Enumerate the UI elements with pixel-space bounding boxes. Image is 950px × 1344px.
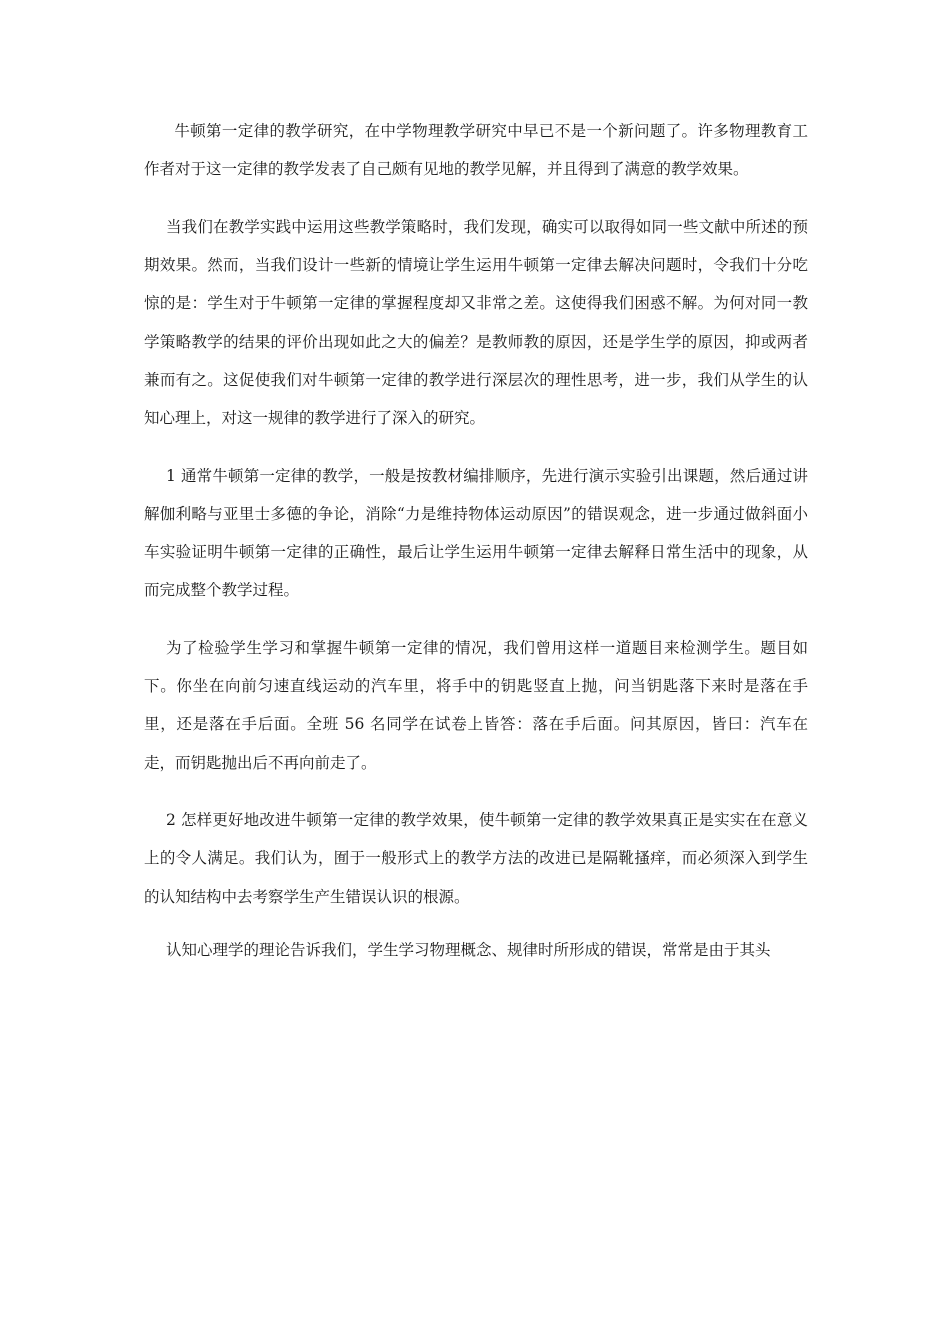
paragraph-intro: 牛顿第一定律的教学研究，在中学物理教学研究中早已不是一个新问题了。许多物理教育工作者对于这一定律的教学发表了自己颇有见地的教学见解，并且得到了满意的教学效果。 [144,122,808,179]
paragraph-section-1: 1 通常牛顿第一定律的教学，一般是按教材编排顺序，先进行演示实验引出课题，然后通过讲解伽利略与亚里士多德的争论，消除“力是维持物体运动原因”的错误观念，进一步通过做斜面小车实验证明牛顿第一定律的正确性，最后让学生运用牛顿第一定律去解释日常生活中的现象，从而完成整个教学过程。 [144,466,808,600]
paragraph-section-2: 2 怎样更好地改进牛顿第一定律的教学效果，使牛顿第一定律的教学效果真正是实实在在意义上的令人满足。我们认为，囿于一般形式上的教学方法的改进已是隔靴搔痒，而必须深入到学生的认知结构中去考察学生产生错误认识的根源。 [144,811,808,906]
paragraph-theory: 认知心理学的理论告诉我们，学生学习物理概念、规律时所形成的错误，常常是由于其头 [166,940,771,959]
paragraph-test: 为了检验学生学习和掌握牛顿第一定律的情况，我们曾用这样一道题目来检测学生。题目如下。你坐在向前匀速直线运动的汽车里，将手中的钥匙竖直上抛，问当钥匙落下来时是落在手里，还是落在手后面。全班 56 名同学在试卷上皆答：落在手后面。问其原因，皆曰：汽车在走，而钥匙抛出后不再向前走了。 [144,638,808,772]
paragraph-problem: 当我们在教学实践中运用这些教学策略时，我们发现，确实可以取得如同一些文献中所述的预期效果。然而，当我们设计一些新的情境让学生运用牛顿第一定律去解决问题时，令我们十分吃惊的是：学生对于牛顿第一定律的掌握程度却又非常之差。这使得我们困惑不解。为何对同一教学策略教学的结果的评价出现如此之大的偏差？是教师教的原因，还是学生学的原因，抑或两者兼而有之。这促使我们对牛顿第一定律的教学进行深层次的理性思考，进一步，我们从学生的认知心理上，对这一规律的教学进行了深入的研究。 [144,217,808,427]
